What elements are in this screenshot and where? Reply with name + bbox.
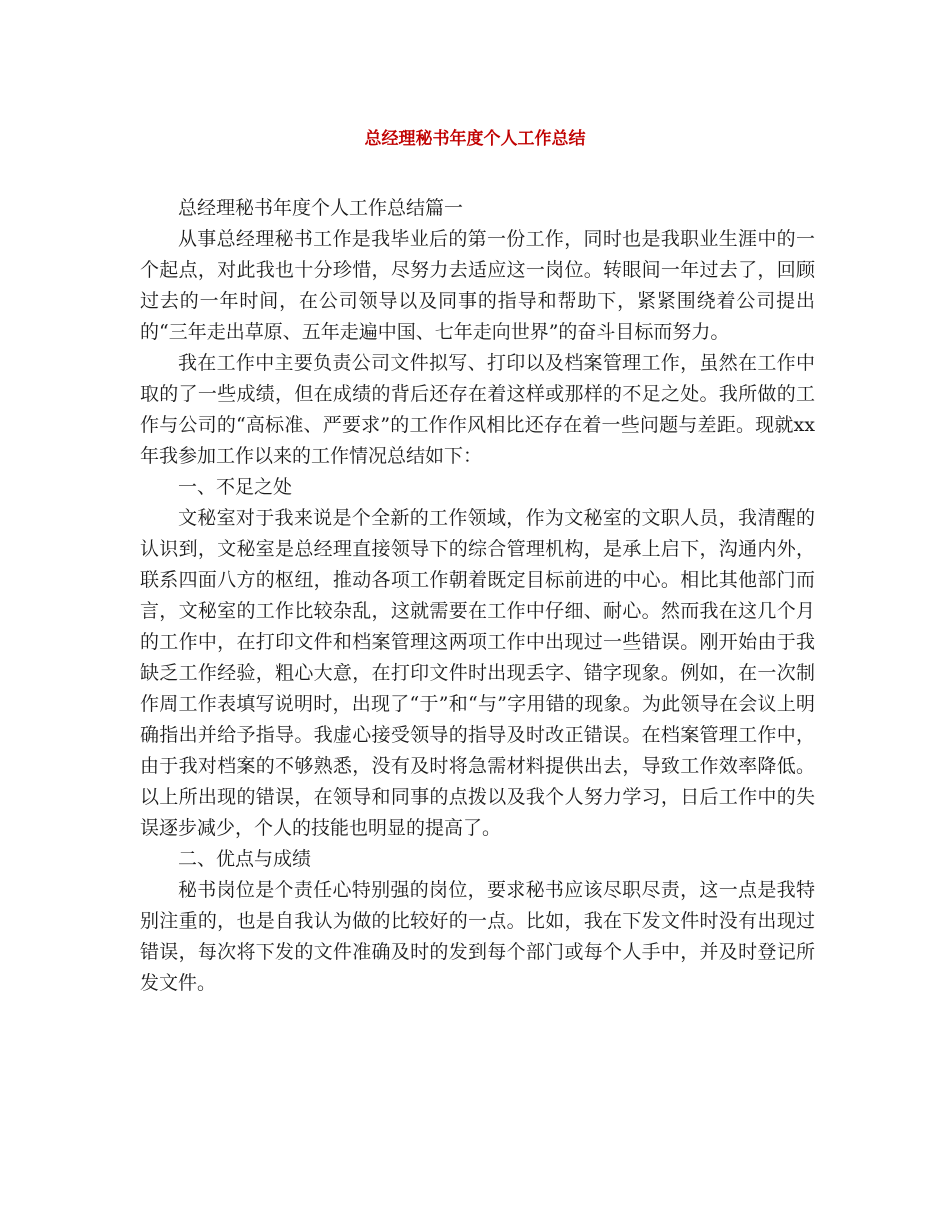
section-heading-part-one: 总经理秘书年度个人工作总结篇一 xyxy=(178,197,464,219)
paragraph-strengths: 秘书岗位是个责任心特别强的岗位，要求秘书应该尽职尽责，这一点是我特别注重的，也是自我认为做的比较好的一点。比如，我在下发文件时没有出现过错误，每次将下发的文件准确及时的发到每个部门或每个人手中，并及时登记所发文件。 xyxy=(140,879,815,994)
section-heading-strengths: 二、优点与成绩 xyxy=(178,848,312,870)
document-body xyxy=(140,193,815,999)
paragraph-shortcomings: 文秘室对于我来说是个全新的工作领域，作为文秘室的文职人员，我清醒的认识到，文秘室是总经理直接领导下的综合管理机构，是承上启下，沟通内外，联系四面八方的枢纽，推动各项工作朝着既定目标前进的中心。相比其他部门而言，文秘室的工作比较杂乱，这就需要在工作中仔细、耐心。然而我在这几个月的工作中，在打印文件和档案管理这两项工作中出现过一些错误。刚开始由于我缺乏工作经验，粗心大意，在打印文件时出现丢字、错字现象。例如，在一次制作周工作表填写说明时，出现了“于”和“与”字用错的现象。为此领导在会议上明确指出并给予指导。我虚心接受领导的指导及时改正错误。在档案管理工作中，由于我对档案的不够熟悉，没有及时将急需材料提供出去，导致工作效率降低。以上所出现的错误，在领导和同事的点拨以及我个人努力学习，日后工作中的失误逐步减少，个人的技能也明显的提高了。 xyxy=(140,507,815,839)
paragraph-intro: 从事总经理秘书工作是我毕业后的第一份工作，同时也是我职业生涯中的一个起点，对此我也十分珍惜，尽努力去适应这一岗位。转眼间一年过去了，回顾过去的一年时间，在公司领导以及同事的指导和帮助下，紧紧围绕着公司提出的“三年走出草原、五年走遍中国、七年走向世界”的奋斗目标而努力。 xyxy=(140,228,815,343)
document-title: 总经理秘书年度个人工作总结 xyxy=(364,129,586,149)
section-heading-shortcomings: 一、不足之处 xyxy=(178,476,293,498)
paragraph-duties: 我在工作中主要负责公司文件拟写、打印以及档案管理工作，虽然在工作中取的了一些成绩，但在成绩的背后还存在着这样或那样的不足之处。我所做的工作与公司的“高标准、严要求”的工作作风相比还存在着一些问题与差距。现就xx年我参加工作以来的工作情况总结如下： xyxy=(140,352,815,467)
